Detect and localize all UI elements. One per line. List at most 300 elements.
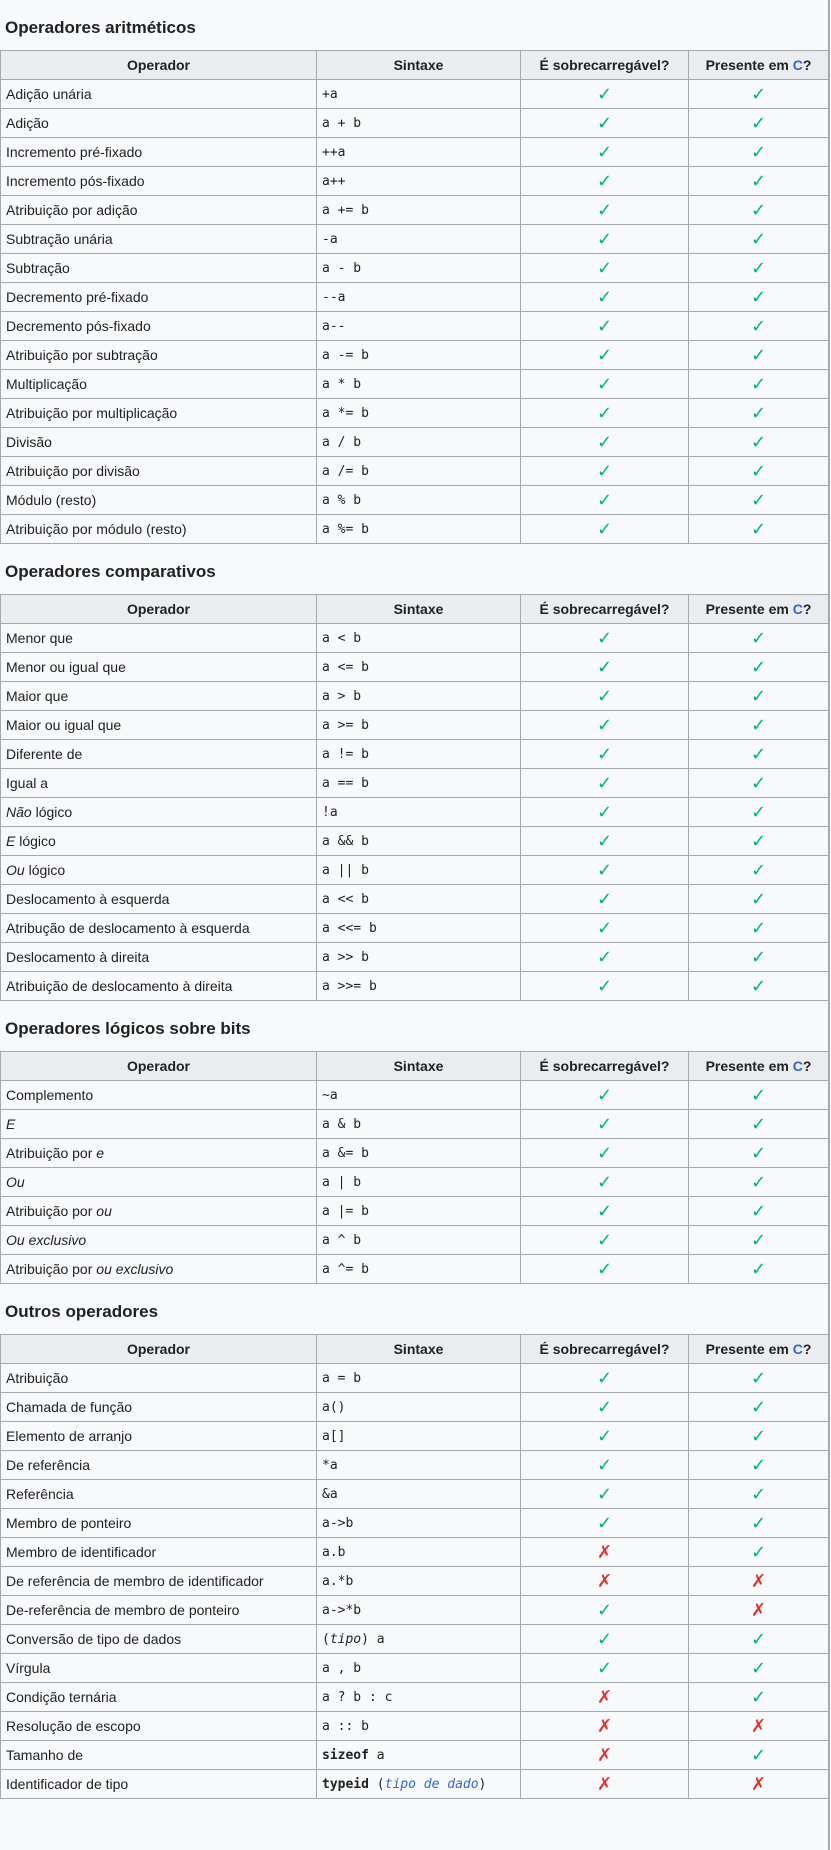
overloadable-cell	[521, 254, 689, 283]
syntax-segment: a << b	[322, 891, 369, 907]
operator-name	[1, 457, 317, 486]
name-segment: Identificador de tipo	[6, 1776, 129, 1792]
syntax-segment: a -= b	[322, 347, 369, 363]
operator-name	[1, 1364, 317, 1393]
syntax-segment: a ^ b	[322, 1232, 362, 1248]
name-segment: Vírgula	[6, 1660, 51, 1676]
table-row	[1, 428, 829, 457]
operator-syntax	[317, 1741, 521, 1770]
overloadable-cell	[521, 1393, 689, 1422]
operator-syntax	[317, 1712, 521, 1741]
table-row	[1, 1139, 829, 1168]
table-row	[1, 1567, 829, 1596]
operator-syntax	[317, 1770, 521, 1799]
overloadable-cell	[521, 1110, 689, 1139]
table-row	[1, 798, 829, 827]
overloadable-cell	[521, 399, 689, 428]
header-overloadable: É sobrecarregável?	[521, 51, 689, 80]
overloadable-cell	[521, 885, 689, 914]
operator-name	[1, 138, 317, 167]
header-present-prefix: Presente em	[705, 1341, 793, 1357]
operator-syntax	[317, 1226, 521, 1255]
operator-name	[1, 1255, 317, 1284]
table-row	[1, 1393, 829, 1422]
overloadable-cell	[521, 1168, 689, 1197]
header-present-in-c	[689, 595, 829, 624]
section-title: Operadores comparativos	[5, 562, 216, 581]
operator-section	[0, 1284, 828, 1799]
checkmark-icon: ✓	[596, 489, 613, 510]
name-segment: Atribuição por	[6, 1261, 97, 1277]
operator-name	[1, 653, 317, 682]
overloadable-cell	[521, 1480, 689, 1509]
c-language-link[interactable]: C	[792, 1058, 803, 1074]
checkmark-icon: ✓	[596, 344, 613, 365]
checkmark-icon: ✓	[750, 1367, 767, 1388]
checkmark-icon: ✓	[596, 714, 613, 735]
checkmark-icon: ✓	[596, 1258, 613, 1279]
table-row	[1, 341, 829, 370]
name-segment: Subtração unária	[6, 231, 113, 247]
syntax-segment: a == b	[322, 775, 369, 791]
operator-section	[0, 544, 828, 1001]
c-language-link[interactable]: C	[792, 1341, 803, 1357]
table-row	[1, 1712, 829, 1741]
syntax-segment: &a	[322, 1486, 338, 1502]
checkmark-icon: ✓	[596, 1229, 613, 1250]
name-segment: Deslocamento à direita	[6, 949, 150, 965]
table-row	[1, 1770, 829, 1799]
syntax-segment: a <<= b	[322, 920, 377, 936]
checkmark-icon: ✓	[750, 344, 767, 365]
operator-name	[1, 515, 317, 544]
c-language-link[interactable]: C	[792, 601, 803, 617]
syntax-segment: !a	[322, 804, 338, 820]
overloadable-cell	[521, 283, 689, 312]
table-row	[1, 1683, 829, 1712]
name-segment: Atribuição por	[6, 1145, 97, 1161]
header-present-in-c	[689, 51, 829, 80]
table-row	[1, 138, 829, 167]
checkmark-icon: ✓	[750, 1142, 767, 1163]
overloadable-cell	[521, 486, 689, 515]
name-segment: E	[6, 1116, 16, 1132]
syntax-segment: ) a	[361, 1631, 385, 1647]
name-segment: Menor que	[6, 630, 73, 646]
present-in-c-cell	[689, 196, 829, 225]
checkmark-icon: ✓	[750, 772, 767, 793]
overloadable-cell	[521, 1654, 689, 1683]
present-in-c-cell	[689, 138, 829, 167]
name-segment: Atribuição	[6, 1370, 69, 1386]
present-in-c-cell	[689, 515, 829, 544]
operator-name	[1, 109, 317, 138]
table-row	[1, 653, 829, 682]
checkmark-icon: ✓	[750, 714, 767, 735]
name-segment: Decremento pré-fixado	[6, 289, 149, 305]
syntax-segment: a , b	[322, 1660, 362, 1676]
present-in-c-cell	[689, 1422, 829, 1451]
present-in-c-cell	[689, 943, 829, 972]
operator-syntax	[317, 428, 521, 457]
overloadable-cell	[521, 370, 689, 399]
operator-syntax	[317, 1168, 521, 1197]
syntax-segment: ++a	[322, 144, 346, 160]
checkmark-icon: ✓	[750, 489, 767, 510]
operator-name	[1, 1654, 317, 1683]
operator-syntax	[317, 341, 521, 370]
checkmark-icon: ✓	[750, 1512, 767, 1533]
overloadable-cell	[521, 856, 689, 885]
table-row	[1, 486, 829, 515]
name-segment: Atribuição por adição	[6, 202, 138, 218]
overloadable-cell	[521, 827, 689, 856]
operator-syntax	[317, 943, 521, 972]
table-row	[1, 1226, 829, 1255]
checkmark-icon: ✓	[750, 1744, 767, 1765]
present-in-c-cell	[689, 1480, 829, 1509]
operator-name	[1, 769, 317, 798]
name-segment: ou exclusivo	[96, 1261, 174, 1277]
table-row	[1, 682, 829, 711]
checkmark-icon: ✓	[596, 743, 613, 764]
table-header-row	[1, 51, 829, 80]
operator-name	[1, 312, 317, 341]
operator-syntax	[317, 624, 521, 653]
overloadable-cell	[521, 769, 689, 798]
header-present-suffix: ?	[802, 57, 812, 73]
syntax-segment: a < b	[322, 630, 362, 646]
syntax-segment: a /= b	[322, 463, 369, 479]
present-in-c-cell	[689, 1538, 829, 1567]
checkmark-icon: ✓	[596, 946, 613, 967]
table-row	[1, 370, 829, 399]
checkmark-icon: ✓	[750, 228, 767, 249]
table-row	[1, 943, 829, 972]
operator-name	[1, 943, 317, 972]
present-in-c-cell	[689, 827, 829, 856]
name-segment: Módulo (resto)	[6, 492, 97, 508]
name-segment: Divisão	[6, 434, 52, 450]
overloadable-cell	[521, 972, 689, 1001]
checkmark-icon: ✓	[750, 1425, 767, 1446]
overloadable-cell	[521, 1226, 689, 1255]
c-language-link[interactable]: C	[792, 57, 803, 73]
cross-icon: ✗	[596, 1541, 613, 1562]
table-row	[1, 711, 829, 740]
checkmark-icon: ✓	[596, 83, 613, 104]
syntax-segment: a	[368, 1747, 385, 1763]
overloadable-cell	[521, 312, 689, 341]
syntax-segment: )	[478, 1776, 487, 1792]
operator-syntax	[317, 109, 521, 138]
header-present-suffix: ?	[802, 601, 812, 617]
operator-syntax	[317, 972, 521, 1001]
checkmark-icon: ✓	[750, 975, 767, 996]
table-row	[1, 1480, 829, 1509]
operator-syntax	[317, 1197, 521, 1226]
name-segment: De-referência de membro de ponteiro	[6, 1602, 240, 1618]
checkmark-icon: ✓	[750, 1483, 767, 1504]
checkmark-icon: ✓	[750, 743, 767, 764]
checkmark-icon: ✓	[750, 518, 767, 539]
checkmark-icon: ✓	[596, 1200, 613, 1221]
operator-syntax	[317, 1567, 521, 1596]
header-overloadable: É sobrecarregável?	[521, 1052, 689, 1081]
syntax-segment: a || b	[322, 862, 369, 878]
header-syntax: Sintaxe	[317, 51, 521, 80]
checkmark-icon: ✓	[596, 431, 613, 452]
table-row	[1, 167, 829, 196]
name-segment: Igual a	[6, 775, 49, 791]
operator-syntax	[317, 1364, 521, 1393]
syntax-segment: tipo	[329, 1631, 362, 1647]
operator-syntax	[317, 798, 521, 827]
table-row	[1, 109, 829, 138]
overloadable-cell	[521, 1422, 689, 1451]
syntax-segment: a - b	[322, 260, 362, 276]
syntax-segment: +a	[322, 86, 338, 102]
operator-name	[1, 486, 317, 515]
operator-name	[1, 682, 317, 711]
overloadable-cell	[521, 1197, 689, 1226]
operator-section	[0, 0, 828, 544]
syntax-segment: a &= b	[322, 1145, 369, 1161]
checkmark-icon: ✓	[596, 1367, 613, 1388]
cross-icon: ✗	[596, 1744, 613, 1765]
table-row	[1, 254, 829, 283]
header-present-suffix: ?	[802, 1341, 812, 1357]
syntax-segment: -a	[322, 231, 338, 247]
checkmark-icon: ✓	[750, 1171, 767, 1192]
operator-section	[0, 1001, 828, 1284]
operator-name	[1, 399, 317, 428]
present-in-c-cell	[689, 914, 829, 943]
checkmark-icon: ✓	[596, 975, 613, 996]
operator-syntax	[317, 1538, 521, 1567]
name-segment: Adição	[6, 115, 49, 131]
checkmark-icon: ✓	[750, 1200, 767, 1221]
table-row	[1, 1168, 829, 1197]
checkmark-icon: ✓	[596, 917, 613, 938]
checkmark-icon: ✓	[750, 1258, 767, 1279]
header-overloadable: É sobrecarregável?	[521, 1335, 689, 1364]
checkmark-icon: ✓	[596, 888, 613, 909]
syntax-segment: a.*b	[322, 1573, 354, 1589]
checkmark-icon: ✓	[596, 373, 613, 394]
name-segment: Elemento de arranjo	[6, 1428, 133, 1444]
header-present-in-c	[689, 1335, 829, 1364]
present-in-c-cell	[689, 254, 829, 283]
table-row	[1, 312, 829, 341]
present-in-c-cell	[689, 1654, 829, 1683]
name-segment: Maior que	[6, 688, 69, 704]
syntax-segment: a && b	[322, 833, 369, 849]
operator-name	[1, 1451, 317, 1480]
checkmark-icon: ✓	[750, 373, 767, 394]
present-in-c-cell	[689, 624, 829, 653]
checkmark-icon: ✓	[596, 286, 613, 307]
present-in-c-cell	[689, 682, 829, 711]
operator-name	[1, 1538, 317, 1567]
name-segment: Deslocamento à esquerda	[6, 891, 170, 907]
operator-name	[1, 885, 317, 914]
operator-name	[1, 798, 317, 827]
operator-syntax	[317, 1393, 521, 1422]
operator-syntax	[317, 138, 521, 167]
operator-name	[1, 1509, 317, 1538]
overloadable-cell	[521, 457, 689, 486]
operator-syntax	[317, 225, 521, 254]
present-in-c-cell	[689, 341, 829, 370]
present-in-c-cell	[689, 457, 829, 486]
table-row	[1, 1197, 829, 1226]
overloadable-cell	[521, 1538, 689, 1567]
overloadable-cell	[521, 138, 689, 167]
present-in-c-cell	[689, 1393, 829, 1422]
name-segment: Atribuição por divisão	[6, 463, 140, 479]
name-segment: Complemento	[6, 1087, 94, 1103]
table-row	[1, 1364, 829, 1393]
overloadable-cell	[521, 1712, 689, 1741]
syntax-segment: a & b	[322, 1116, 362, 1132]
checkmark-icon: ✓	[750, 199, 767, 220]
header-present-prefix: Presente em	[705, 601, 793, 617]
operator-syntax	[317, 399, 521, 428]
checkmark-icon: ✓	[596, 1142, 613, 1163]
checkmark-icon: ✓	[750, 1396, 767, 1417]
operator-syntax	[317, 283, 521, 312]
checkmark-icon: ✓	[596, 1512, 613, 1533]
section-title: Operadores aritméticos	[5, 18, 196, 37]
name-segment: Maior ou igual que	[6, 717, 122, 733]
present-in-c-cell	[689, 1567, 829, 1596]
checkmark-icon: ✓	[596, 1084, 613, 1105]
checkmark-icon: ✓	[750, 859, 767, 880]
operator-name	[1, 1596, 317, 1625]
present-in-c-cell	[689, 428, 829, 457]
checkmark-icon: ✓	[596, 859, 613, 880]
operator-syntax	[317, 1081, 521, 1110]
present-in-c-cell	[689, 653, 829, 682]
checkmark-icon: ✓	[750, 1628, 767, 1649]
checkmark-icon: ✓	[750, 286, 767, 307]
present-in-c-cell	[689, 1226, 829, 1255]
operator-name	[1, 914, 317, 943]
present-in-c-cell	[689, 1110, 829, 1139]
table-row	[1, 1596, 829, 1625]
name-segment: Tamanho de	[6, 1747, 84, 1763]
operator-syntax	[317, 515, 521, 544]
overloadable-cell	[521, 1596, 689, 1625]
operator-name	[1, 1168, 317, 1197]
overloadable-cell	[521, 1741, 689, 1770]
checkmark-icon: ✓	[750, 656, 767, 677]
header-syntax: Sintaxe	[317, 595, 521, 624]
syntax-segment: a++	[322, 173, 346, 189]
checkmark-icon: ✓	[596, 627, 613, 648]
operator-syntax	[317, 1596, 521, 1625]
checkmark-icon: ✓	[750, 627, 767, 648]
operators-table	[0, 1051, 829, 1284]
cross-icon: ✗	[750, 1773, 767, 1794]
syntax-segment: a->*b	[322, 1602, 362, 1618]
table-row	[1, 1509, 829, 1538]
checkmark-icon: ✓	[750, 830, 767, 851]
checkmark-icon: ✓	[596, 460, 613, 481]
table-row	[1, 80, 829, 109]
syntax-segment: a >= b	[322, 717, 369, 733]
table-row	[1, 1081, 829, 1110]
table-row	[1, 827, 829, 856]
overloadable-cell	[521, 1625, 689, 1654]
name-segment: Subtração	[6, 260, 70, 276]
operator-name	[1, 254, 317, 283]
header-operator: Operador	[1, 595, 317, 624]
name-segment: Incremento pré-fixado	[6, 144, 143, 160]
table-row	[1, 1741, 829, 1770]
overloadable-cell	[521, 682, 689, 711]
header-overloadable: É sobrecarregável?	[521, 595, 689, 624]
name-segment: Ou	[6, 1174, 25, 1190]
header-present-prefix: Presente em	[705, 1058, 793, 1074]
table-row	[1, 225, 829, 254]
checkmark-icon: ✓	[596, 656, 613, 677]
overloadable-cell	[521, 740, 689, 769]
checkmark-icon: ✓	[750, 257, 767, 278]
name-segment: Não	[6, 804, 32, 820]
operator-name	[1, 225, 317, 254]
operator-name	[1, 711, 317, 740]
present-in-c-cell	[689, 283, 829, 312]
overloadable-cell	[521, 428, 689, 457]
operator-name	[1, 1226, 317, 1255]
name-segment: Membro de identificador	[6, 1544, 157, 1560]
operators-table	[0, 594, 829, 1001]
checkmark-icon: ✓	[596, 801, 613, 822]
checkmark-icon: ✓	[596, 1454, 613, 1475]
operator-name	[1, 856, 317, 885]
syntax-segment: tipo de dado	[384, 1776, 479, 1792]
present-in-c-cell	[689, 486, 829, 515]
checkmark-icon: ✓	[750, 112, 767, 133]
overloadable-cell	[521, 515, 689, 544]
syntax-segment: a ^= b	[322, 1261, 369, 1277]
name-segment: Atribuição por subtração	[6, 347, 158, 363]
operator-name	[1, 1422, 317, 1451]
checkmark-icon: ✓	[750, 1541, 767, 1562]
operator-syntax	[317, 740, 521, 769]
present-in-c-cell	[689, 370, 829, 399]
overloadable-cell	[521, 80, 689, 109]
overloadable-cell	[521, 1451, 689, 1480]
name-segment: Condição ternária	[6, 1689, 117, 1705]
operator-name	[1, 1712, 317, 1741]
present-in-c-cell	[689, 1712, 829, 1741]
cross-icon: ✗	[596, 1773, 613, 1794]
table-row	[1, 885, 829, 914]
table-row	[1, 914, 829, 943]
present-in-c-cell	[689, 885, 829, 914]
operator-syntax	[317, 1683, 521, 1712]
operator-syntax	[317, 80, 521, 109]
syntax-segment: a |= b	[322, 1203, 369, 1219]
present-in-c-cell	[689, 798, 829, 827]
checkmark-icon: ✓	[750, 431, 767, 452]
name-segment: Membro de ponteiro	[6, 1515, 132, 1531]
cross-icon: ✗	[750, 1570, 767, 1591]
syntax-segment: sizeof	[322, 1747, 369, 1763]
